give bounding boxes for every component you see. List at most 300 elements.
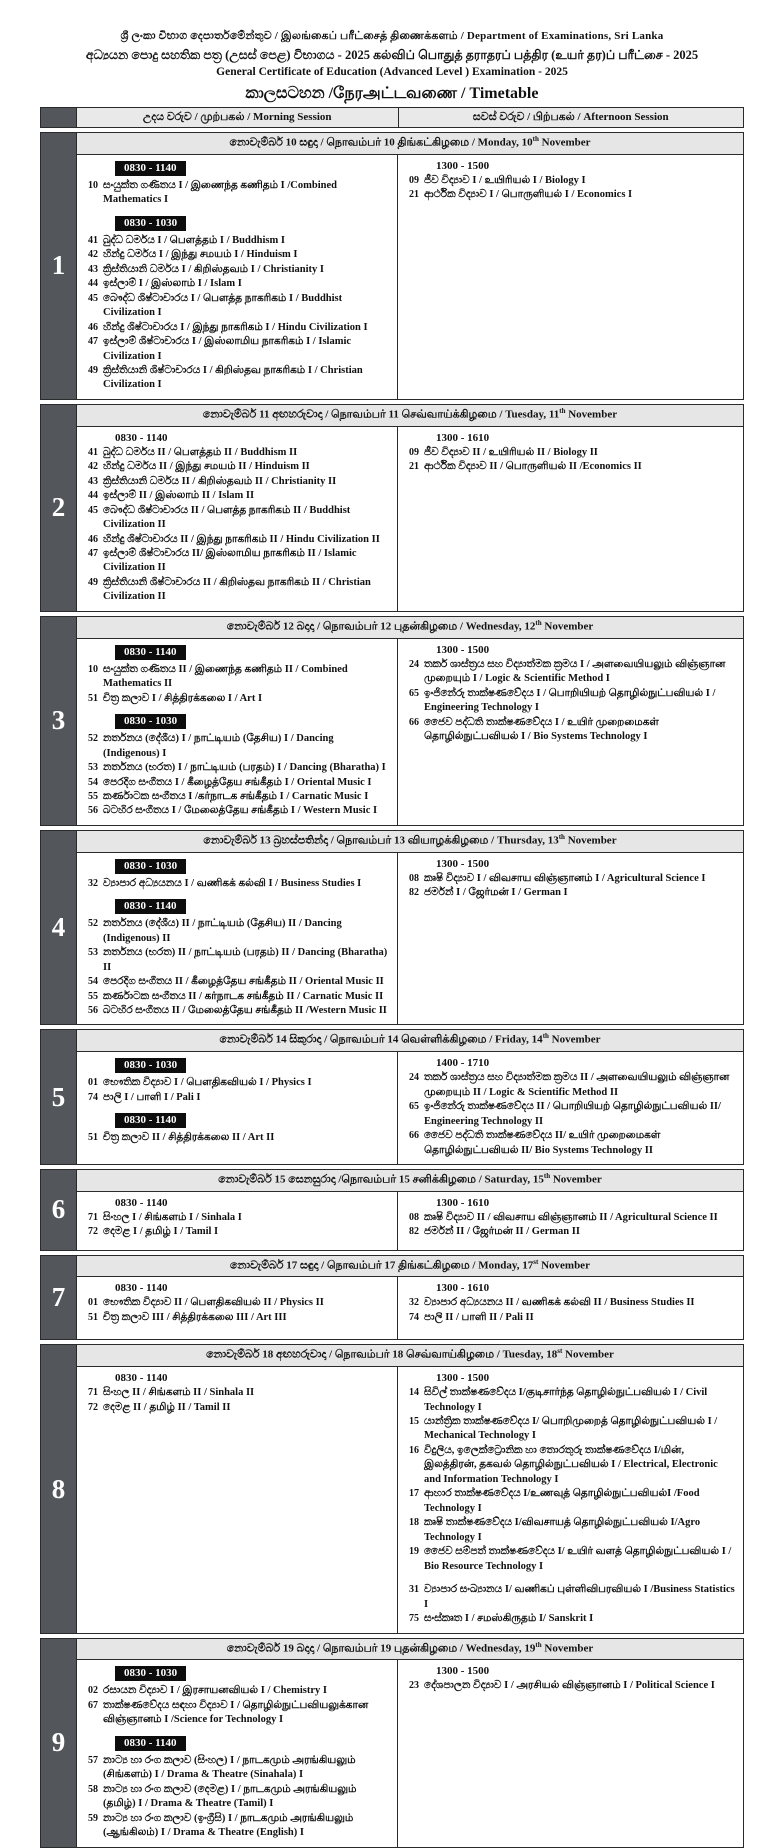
subject-code: 10 [88, 179, 98, 191]
subject-code: 74 [409, 1311, 419, 1323]
subject-label: බුද්ධ ධර්මය II / பௌத்தம் II / Buddhism II [103, 446, 298, 458]
subject-code: 24 [409, 658, 419, 670]
subject-label: නාට්‍ය හා රංග කලාව (ඉංග්‍රීසි) I / நாடகமும் அரங்கியலும் (ஆங்கிலம்) I / Drama & Theatre (English) I [103, 1812, 354, 1839]
subject-code: 45 [88, 292, 98, 304]
subject-row [404, 1100, 737, 1129]
time-block [83, 213, 391, 393]
subject-label: ඉස්ලාම් I / இஸ்லாம் I / Islam I [103, 278, 242, 290]
date-month: November [538, 136, 591, 149]
subject-code: 32 [409, 1297, 419, 1309]
subject-label: පාලි I / பாளி I / Pali I [103, 1091, 201, 1103]
subject-row [83, 732, 391, 761]
subject-label: ජීව විද්‍යාව I / உயிரியல் I / Biology I [424, 174, 586, 186]
subject-code: 42 [88, 461, 98, 473]
subject-row [83, 1812, 391, 1841]
time-block [404, 1665, 737, 1693]
subject-row [404, 1296, 737, 1310]
subject-row [83, 547, 391, 576]
subject-label: බුද්ධ ධර්මය I / பௌத்தம் I / Buddhism I [103, 234, 285, 246]
department-title: ශ්‍රී ලංකා විභාග දෙපාර්තමේන්තුව / இலங்கைப் பரீட்சைத் திணைக்களம் / Department of Examinations, Sri Lanka [120, 30, 664, 42]
subject-code: 49 [88, 576, 98, 588]
date-month: November [550, 1173, 602, 1186]
subject-code: 09 [409, 174, 419, 186]
subject-code: 09 [409, 446, 419, 458]
afternoon-session-cell [398, 1052, 743, 1164]
time-block [83, 432, 391, 605]
time-range-highlighted: 0830 - 1140 [115, 645, 186, 660]
subject-code: 18 [409, 1517, 419, 1529]
subject-row [83, 804, 391, 818]
subject-label: විදුලිය, ඉලෙක්ට්‍රොනික හා තොරතුරු තාක්ෂණවේදය I/மின், இலத்திரன், தகவல் தொழில்நுட்பவியல் I / Electrical, Electronic and Information Technology I [424, 1444, 718, 1485]
date-text: නොවැම්බර් 13 බ්‍රහස්පතින්දා / நொவம்பர் 13 வியாழக்கிழமை / Thursday, 13 [203, 834, 559, 847]
subject-label: ජර්මන් II / ஜேர்மன் II / German II [424, 1226, 580, 1238]
time-block [404, 1372, 737, 1627]
day-number: 9 [41, 1639, 77, 1847]
date-ordinal-suffix: st [533, 1257, 539, 1266]
day-number: 1 [41, 133, 77, 399]
date-header [77, 1170, 743, 1192]
subject-label: ව්‍යාපාර අධ්‍යයනය II / வணிகக் கல்வி II / Business Studies II [424, 1297, 695, 1309]
subject-row [404, 1679, 737, 1693]
subject-code: 24 [409, 1072, 419, 1084]
subject-label: ආර්ථික විද්‍යාව II / பொருளியல் II /Economics II [424, 461, 642, 473]
subject-row [83, 776, 391, 790]
time-block [404, 1057, 737, 1158]
letterhead [0, 0, 784, 104]
subject-label: බටහිර සංගීතය II / மேலைத்தேய சங்கீதம் II /Western Music II [103, 1005, 387, 1016]
subject-label: ඉංජිනේරු තාක්ෂණවේදය I / பொறியியற் தொழில்நுட்பவியல் I / Engineering Technology I [424, 687, 716, 714]
time-range: 0830 - 1140 [115, 1196, 168, 1209]
subject-row [404, 716, 737, 745]
date-text: නොවැම්බර් 19 බදාදා / நொவம்பர் 19 புதன்கிழமை / Wednesday, 19 [226, 1642, 536, 1655]
subject-code: 66 [409, 716, 419, 728]
time-range: 0830 - 1140 [115, 1282, 168, 1295]
morning-session-cell [77, 639, 398, 825]
date-text: නොවැම්බර් 18 අඟහරුවාදා / நொவம்பர் 18 செவ்வாய்கிழமை / Tuesday, 18 [206, 1349, 558, 1362]
subject-row [83, 1211, 391, 1225]
subject-row [404, 1487, 737, 1516]
subject-code: 43 [88, 263, 98, 275]
time-range-highlighted: 0830 - 1030 [115, 859, 186, 874]
time-range-highlighted: 0830 - 1030 [115, 216, 186, 231]
date-text: නොවැම්බර් 12 බදාදා / நொவம்பர் 12 புதன்கிழமை / Wednesday, 12 [226, 620, 536, 633]
time-block [83, 1663, 391, 1727]
subject-row [83, 663, 391, 692]
date-ordinal-suffix: th [532, 135, 539, 143]
subject-code: 51 [88, 1132, 98, 1144]
date-header [77, 831, 743, 853]
subject-label: දේශපාලන විද්‍යාව I / அரசியல் விஞ்ஞானம் I / Political Science I [424, 1680, 715, 1692]
subject-row [83, 263, 391, 277]
subject-label: ආහාර තාක්ෂණවේදය I/உணவுத் தொழில்நுட்பவியல்I /Food Technology I [424, 1488, 700, 1514]
date-month: November [562, 1349, 614, 1362]
subject-label: නර්තනය (දේශීය) I / நாட்டியம் (தேசிய) I / Dancing (Indigenous) I [103, 733, 334, 759]
subject-row [83, 1684, 391, 1698]
subject-code: 52 [88, 918, 98, 930]
session-header-row [40, 107, 744, 128]
subject-label: චිත්‍ර කලාව I / சித்திரக்கலை I / Art I [103, 692, 263, 704]
subject-label: ජෛව පද්ධති තාක්ෂණවේදය I / உயிர் முறைமைகள் தொழில்நுட்பவியல் I / Bio Systems Technology I [424, 716, 659, 743]
subject-row [404, 1516, 737, 1545]
date-ordinal-suffix: th [559, 406, 566, 415]
subject-row [83, 1311, 391, 1325]
time-block [83, 896, 391, 1018]
subject-row [404, 1444, 737, 1487]
afternoon-session-cell [398, 1277, 743, 1339]
subject-row [83, 460, 391, 474]
date-header [77, 1639, 743, 1661]
morning-session-cell [77, 1192, 398, 1250]
day-blocks-container [40, 132, 744, 1848]
subject-label: තර්ක ශාස්ත්‍රය සහ විද්‍යාත්මක ක්‍රමය I / அளவையியலும் விஞ்ஞான முறையும் I / Logic & Scientific Method I [424, 658, 726, 685]
subject-label: ජර්මන් I / ஜேர்மன் I / German I [424, 887, 568, 899]
subject-code: 56 [88, 1005, 98, 1016]
time-range-highlighted: 0830 - 1140 [115, 161, 186, 176]
date-ordinal-suffix: th [542, 1032, 549, 1041]
subject-row [404, 658, 737, 687]
time-block [83, 1197, 391, 1240]
subject-code: 43 [88, 475, 98, 487]
time-block [83, 642, 391, 706]
date-header [77, 1345, 743, 1367]
day-block [40, 616, 744, 826]
day-right-area [77, 1170, 743, 1250]
subject-label: හින්දු ශිෂ්ටාචාරය I / இந்து நாகரிகம் I / Hindu Civilization I [103, 321, 368, 333]
subject-code: 65 [409, 687, 419, 699]
subject-label: ඉංජිනේරු තාක්ෂණවේදය II / பொறியியற் தொழில்நுட்பவியல் II/ Engineering Technology II [424, 1101, 721, 1127]
subject-row [83, 1296, 391, 1310]
subject-code: 21 [409, 461, 419, 473]
subject-code: 42 [88, 249, 98, 261]
time-range: 1300 - 1500 [436, 643, 490, 656]
time-block [83, 1372, 391, 1415]
time-block [404, 644, 737, 745]
subject-code: 17 [409, 1488, 419, 1500]
subject-label: සංයුක්ත ගණිතය I / இணைந்த கணிதம் I /Combined Mathematics I [103, 179, 337, 206]
sessions-row [77, 1367, 743, 1633]
subject-label: නර්තනය (භරත) I / நாட்டியம் (பரதம்) I / Dancing (Bharatha) I [103, 762, 386, 774]
time-block [404, 1282, 737, 1325]
date-text: නොවැම්බර් 15 සෙනසුරාදා /நொவம்பர் 15 சனிக்கிழமை / Saturday, 15 [218, 1173, 544, 1186]
date-ordinal-suffix: th [535, 618, 542, 627]
subject-code: 47 [88, 336, 98, 348]
time-block [83, 1282, 391, 1325]
subject-code: 74 [88, 1091, 98, 1103]
subject-code: 10 [88, 663, 98, 675]
date-text: නොවැම්බර් 10 සඳුදා / நொவம்பர் 10 திங்கட்கிழமை / Monday, 10 [229, 136, 533, 149]
subject-code: 41 [88, 446, 98, 458]
subject-row [404, 446, 737, 460]
subject-label: ව්‍යාපාර අධ්‍යයනය I / வணிகக் கல்வி I / Business Studies I [103, 877, 362, 889]
subject-code: 32 [88, 877, 98, 889]
subject-label: ක්‍රිස්තියානි ශිෂ්ටාචාරය I / கிறிஸ்தவ நாகரிகம் I / Christian Civilization I [103, 364, 363, 391]
time-range-highlighted: 0830 - 1140 [115, 1736, 186, 1751]
sessions-row [77, 1660, 743, 1846]
subject-code: 01 [88, 1297, 98, 1309]
day-number: 8 [41, 1345, 77, 1632]
subject-row [83, 946, 391, 975]
subject-code: 31 [409, 1584, 419, 1596]
subject-label: නාට්‍ය හා රංග කලාව (සිංහල) I / நாடகமும் அரங்கியலும் (சிங்களம்) I / Drama & Theatre (Sinahala) I [103, 1754, 356, 1781]
subject-label: බෞද්ධ ශිෂ්ටාචාරය II / பௌத்த நாகரிகம் II / Buddhist Civilization II [103, 504, 351, 531]
subject-code: 49 [88, 364, 98, 376]
afternoon-session-cell [398, 427, 743, 611]
subject-row [404, 1415, 737, 1444]
subject-row [83, 1091, 391, 1105]
date-header [77, 1030, 743, 1052]
morning-session-cell [77, 155, 398, 399]
subject-row [83, 1004, 391, 1018]
time-range: 1300 - 1610 [436, 1282, 490, 1295]
date-header [77, 405, 743, 427]
subject-code: 51 [88, 1311, 98, 1323]
date-month: November [541, 620, 594, 633]
subject-code: 58 [88, 1783, 98, 1795]
time-range: 1300 - 1610 [436, 431, 490, 444]
subject-row [404, 188, 737, 202]
subject-code: 54 [88, 776, 98, 788]
subject-code: 51 [88, 692, 98, 704]
subject-code: 45 [88, 504, 98, 516]
subject-label: හින්දු ධර්මය I / இந்து சமயம் I / Hinduism I [103, 249, 298, 261]
subject-code: 72 [88, 1401, 98, 1413]
subject-label: දෙමළ II / தமிழ் II / Tamil II [103, 1401, 231, 1413]
subject-code: 08 [409, 1211, 419, 1223]
sessions-row [77, 639, 743, 825]
subject-row [404, 872, 737, 886]
subject-row [83, 446, 391, 460]
subject-code: 15 [409, 1415, 419, 1427]
subject-label: සංස්කෘත I / சமஸ்கிருதம் I/ Sanskrit I [424, 1613, 594, 1625]
subject-label: ජෛව පද්ධති තාක්ෂණවේදය II/ உயிர் முறைமைகள் தொழில்நுட்பவியல் II/ Bio Systems Technology II [424, 1130, 661, 1156]
time-range: 1300 - 1500 [436, 1372, 490, 1385]
subject-row [83, 990, 391, 1004]
subject-row [404, 687, 737, 716]
exam-title-trilingual: අධ්‍යයන පොදු සහතික පත්‍ර (උසස් පෙළ) විභාගය - 2025 கல்விப் பொதுத் தராதரப் பத்திர (உயர் தர)ப் பரீட்சை - 2025 [85, 48, 699, 62]
subject-code: 57 [88, 1754, 98, 1766]
date-ordinal-suffix: st [557, 1347, 563, 1356]
subject-label: තර්ක ශාස්ත්‍රය සහ විද්‍යාත්මක ක්‍රමය II / அளவையியலும் விஞ்ஞான முறையும் II / Logic & Scientific Method II [424, 1072, 730, 1098]
subject-label: ව්‍යාපාර සංඛ්‍යානය I/ வணிகப் புள்ளிவிபரவியல் I /Business Statistics I [424, 1584, 735, 1610]
subject-code: 46 [88, 533, 98, 545]
subject-row [404, 886, 737, 900]
subject-code: 21 [409, 189, 419, 201]
subject-code: 44 [88, 490, 98, 502]
time-range-highlighted: 0830 - 1030 [115, 714, 186, 729]
subject-code: 08 [409, 872, 419, 884]
subject-row [404, 1211, 737, 1225]
subject-label: ක්‍රිස්තියානි ධර්මය I / கிறிஸ்தவம் I / Christianity I [103, 263, 324, 275]
day-number: 2 [41, 405, 77, 611]
time-range: 1300 - 1500 [436, 857, 490, 870]
time-block [404, 1197, 737, 1240]
time-block [83, 1110, 391, 1145]
subject-row [83, 292, 391, 321]
time-range: 1300 - 1500 [436, 159, 490, 172]
subject-row [83, 475, 391, 489]
morning-session-cell [77, 853, 398, 1025]
date-ordinal-suffix: th [558, 832, 565, 841]
subject-row [83, 277, 391, 291]
afternoon-session-cell [398, 1367, 743, 1633]
subject-label: භෞතික විද්‍යාව I / பௌதிகவியல் I / Physics I [103, 1077, 312, 1089]
time-block [404, 858, 737, 901]
sessions-row [77, 427, 743, 611]
subject-row [83, 335, 391, 364]
day-right-area [77, 133, 743, 399]
subject-row [404, 1071, 737, 1100]
subject-label: දෙමළ I / தமிழ் I / Tamil I [103, 1226, 219, 1238]
timetable-title: කාලසටහන /நேரஅட்டவணை / Timetable [245, 85, 539, 102]
time-block [83, 711, 391, 819]
subject-row [404, 1225, 737, 1239]
morning-session-cell [77, 1052, 398, 1164]
subject-row [83, 504, 391, 533]
day-number: 6 [41, 1170, 77, 1250]
subject-label: සිංහල I / சிங்களம் I / Sinhala I [103, 1211, 242, 1223]
subject-row [83, 1225, 391, 1239]
subject-code: 75 [409, 1613, 419, 1625]
subject-label: චිත්‍ර කලාව III / சித்திரக்கலை III / Art III [103, 1311, 287, 1323]
subject-label: කර්ණාටක සංගීතය II / கர்நாடக சங்கீதம் II / Carnatic Music II [103, 990, 384, 1002]
morning-session-cell [77, 1277, 398, 1339]
subject-label: සිවිල් තාක්ෂණවේදය I/குடிசார்ந்த தொழில்நுட்பவியல் I / Civil Technology I [424, 1387, 708, 1413]
morning-session-cell [77, 1660, 398, 1846]
subject-code: 59 [88, 1812, 98, 1824]
time-range-highlighted: 0830 - 1030 [115, 1666, 186, 1681]
afternoon-session-cell [398, 1192, 743, 1250]
subject-row [83, 692, 391, 706]
day-block [40, 404, 744, 612]
subject-row [83, 179, 391, 208]
date-text: නොවැම්බර් 14 සිකුරාදා / நொவம்பர் 14 வெள்ளிக்கிழமை / Friday, 14 [219, 1034, 543, 1047]
subject-label: කෘෂි තාක්ෂණවේදය I/விவசாயத் தொழில்நுட்பவியல் I/Agro Technology I [424, 1517, 701, 1543]
sessions-row [77, 853, 743, 1025]
subject-code: 44 [88, 278, 98, 290]
subject-row [404, 460, 737, 474]
subject-row [83, 1783, 391, 1812]
day-right-area [77, 1030, 743, 1164]
time-block [83, 1055, 391, 1105]
subject-row [404, 1311, 737, 1325]
time-range: 0830 - 1140 [115, 431, 168, 444]
date-text: නොවැම්බර් 11 අඟහරුවාදා / நொவம்பர் 11 செவ்வாய்க்கிழமை / Tuesday, 11 [202, 408, 560, 421]
subject-code: 46 [88, 321, 98, 333]
time-range: 1400 - 1710 [436, 1057, 490, 1070]
subject-row [83, 364, 391, 393]
afternoon-session-cell [398, 639, 743, 825]
subject-code: 14 [409, 1387, 419, 1399]
subject-code: 67 [88, 1699, 98, 1711]
subject-row [83, 576, 391, 605]
subject-label: ක්‍රිස්තියානි ශිෂ්ටාචාරය II / கிறிஸ்தவ நாகரிகம் II / Christian Civilization II [103, 576, 371, 603]
date-text: නොවැම්බර් 17 සඳුදා / நொவம்பர் 17 திங்கட்கிழமை / Monday, 17 [230, 1259, 534, 1272]
subject-label: ඉස්ලාම් ශිෂ්ටාචාරය II/ இஸ்லாமிய நாகரிகம் II / Islamic Civilization II [103, 548, 357, 574]
subject-code: 56 [88, 805, 98, 817]
time-range: 0830 - 1140 [115, 1372, 168, 1385]
date-month: November [564, 834, 617, 847]
subject-code: 23 [409, 1680, 419, 1692]
day-right-area [77, 1639, 743, 1847]
subject-label: සංයුක්ත ගණිතය II / இணைந்த கணிதம் II / Combined Mathematics II [103, 663, 348, 690]
subject-label: ආර්ථික විද්‍යාව I / பொருளியல் I / Economics I [424, 189, 633, 201]
subject-row [404, 1545, 737, 1574]
date-header [77, 617, 743, 639]
date-month: November [565, 408, 618, 421]
time-range: 1300 - 1500 [436, 1665, 490, 1678]
subject-label: කෘෂි විද්‍යාව II / விவசாய விஞ்ஞானம் II / Agricultural Science II [424, 1211, 718, 1223]
subject-row [83, 489, 391, 503]
time-range-highlighted: 0830 - 1030 [115, 1058, 186, 1073]
subject-label: බෞද්ධ ශිෂ්ටාචාරය I / பௌத்த நாகரிகம் I / Buddhist Civilization I [103, 292, 343, 319]
time-range-highlighted: 0830 - 1140 [115, 1113, 186, 1128]
subject-label: නාට්‍ය හා රංග කලාව (දෙමළ) I / நாடகமும் அரங்கியலும் (தமிழ்) I / Drama & Theatre (Tamil) I [103, 1783, 357, 1810]
subject-code: 65 [409, 1101, 419, 1113]
afternoon-session-cell [398, 853, 743, 1025]
subject-code: 01 [88, 1077, 98, 1089]
day-block [40, 1344, 744, 1633]
date-ordinal-suffix: th [535, 1640, 542, 1649]
day-block [40, 1169, 744, 1251]
subject-label: බටහිර සංගීතය I / மேலைத்தேய சங்கீதம் I / Western Music I [103, 805, 378, 817]
day-block [40, 830, 744, 1026]
exam-title-english: General Certificate of Education (Advanced Level ) Examination - 2025 [216, 66, 568, 78]
subject-row [83, 1754, 391, 1783]
time-block [83, 1733, 391, 1841]
subject-row [83, 975, 391, 989]
subject-label: පාලි II / பாளி II / Pali II [424, 1311, 534, 1323]
sessions-row [77, 155, 743, 399]
day-number: 5 [41, 1030, 77, 1164]
time-block [404, 160, 737, 203]
subject-label: ක්‍රිස්තියානි ධර්මය II / கிறிஸ்தவம் II / Christianity II [103, 475, 337, 487]
subject-code: 54 [88, 976, 98, 988]
subject-row [83, 533, 391, 547]
subject-row [83, 790, 391, 804]
subject-label: යාන්ත්‍රික තාක්ෂණවේදය I/ பொறிமுறைத் தொழில்நுட்பவியல் I / Mechanical Technology I [424, 1415, 718, 1442]
time-block [83, 158, 391, 208]
subject-code: 53 [88, 762, 98, 774]
day-right-area [77, 1256, 743, 1340]
date-month: November [548, 1034, 601, 1047]
subject-label: පෙරදිග සංගීතය II / கீழைத்தேய சங்கீதம் II / Oriental Music II [103, 976, 384, 988]
day-column-corner-cell [41, 108, 77, 127]
subject-code: 82 [409, 887, 419, 899]
subject-code: 71 [88, 1211, 98, 1223]
subject-row [83, 1401, 391, 1415]
day-block [40, 132, 744, 400]
day-right-area [77, 1345, 743, 1632]
subject-row [83, 917, 391, 946]
subject-row [83, 877, 391, 891]
subject-label: ඉස්ලාම් II / இஸ்லாம் II / Islam II [103, 490, 255, 502]
subject-code: 16 [409, 1444, 419, 1456]
day-right-area [77, 831, 743, 1025]
subject-label: සිංහල II / சிங்களம் II / Sinhala II [103, 1387, 255, 1399]
date-header [77, 1256, 743, 1278]
subject-code: 47 [88, 548, 98, 559]
subject-label: නර්තනය (දේශීය) II / நாட்டியம் (தேசிய) II / Dancing (Indigenous) II [103, 918, 342, 944]
day-right-area [77, 617, 743, 825]
subject-label: රසායන විද්‍යාව I / இரசாயனவியல் I / Chemistry I [103, 1685, 327, 1697]
subject-row [404, 174, 737, 188]
subject-row [404, 1612, 737, 1626]
subject-row [83, 1131, 391, 1145]
timetable-table [40, 107, 744, 1848]
day-number: 7 [41, 1256, 77, 1340]
subject-code: 53 [88, 947, 98, 959]
subject-code: 02 [88, 1685, 98, 1697]
